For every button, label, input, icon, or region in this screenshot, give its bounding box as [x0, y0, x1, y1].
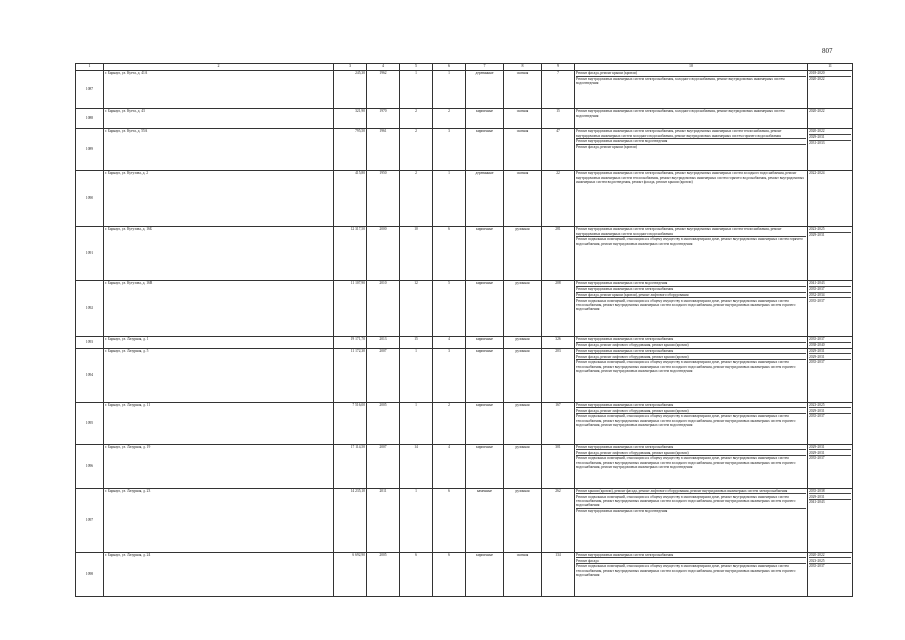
entrances-cell: 1: [433, 171, 466, 227]
residents-cell: 301: [542, 444, 575, 488]
area-cell: 6 692,90: [334, 552, 367, 596]
floors-cell: 12: [400, 281, 433, 337]
roof-type-cell: скатная: [504, 171, 542, 227]
table-row: [76, 171, 853, 227]
period-item: 2035-2037: [809, 360, 825, 365]
floors-cell: 14: [400, 444, 433, 488]
area-cell: 7 516,00: [334, 402, 367, 444]
work-item: Ремонт фасада, ремонт крыши (кровли): [576, 71, 806, 77]
works-cell: [575, 348, 808, 402]
wall-material-cell: кирпичные: [466, 109, 504, 129]
period-item: 2041-2043: [809, 500, 825, 505]
area-cell: 14 235,10: [334, 488, 367, 552]
wall-material-cell: кирпичные: [466, 552, 504, 596]
work-item: Ремонт подвальных помещений, относящихся к общему имуществу в многоквартирном доме, ремонт внутридомовых инженерных систем теплоснабжения, ремонт внутридомовых инженерных систем холодного водоснабжения, ремонт внутридомовых инженерных систем горячего водоснабжения, ремонт внутридомовых инженерных систем водоотведения: [576, 360, 796, 373]
periods-cell: [808, 348, 853, 402]
floors-cell: 2: [400, 109, 433, 129]
entrances-cell: 2: [433, 109, 466, 129]
roof-type-cell: рулонная: [504, 337, 542, 349]
year-cell: 1950: [367, 171, 400, 227]
roof-type-cell: скатная: [504, 109, 542, 129]
period-item: 2029-2031: [809, 408, 851, 414]
entrances-cell: 6: [433, 552, 466, 596]
residents-cell: 22: [542, 171, 575, 227]
wall-material-cell: деревянные: [466, 71, 504, 109]
address-cell: г. Барнаул, ул. Лазурная, д. 11: [104, 402, 334, 444]
floors-cell: 10: [400, 227, 433, 281]
residents-cell: 203: [542, 348, 575, 402]
work-item: Ремонт подвальных помещений, относящихся к общему имуществу в многоквартирном доме, ремонт внутридомовых инженерных систем теплоснабжения, ремонт внутридомовых инженерных систем холодного водоснабжения, ремонт внутридомовых инженерных систем горячего водоснабжения: [576, 298, 796, 312]
address-cell: г. Барнаул, ул. Куета, д. 55А: [104, 129, 334, 171]
table-row: [76, 348, 853, 402]
address-cell: г. Барнаул, ул. Кутузова, д. 16В: [104, 281, 334, 337]
works-cell: [575, 552, 808, 596]
column-number: 10: [575, 64, 808, 71]
entrances-cell: 4: [433, 337, 466, 349]
work-item: Ремонт подвальных помещений, относящихся к общему имуществу в многоквартирном доме, ремонт внутридомовых инженерных систем теплоснабжения, ремонт внутридомовых инженерных систем холодного водоснабжения, ремонт внутридомовых инженерных систем горячего водоснабжения: [576, 564, 796, 577]
column-number: 5: [400, 64, 433, 71]
periods-cell: [808, 171, 853, 227]
periods-cell: [808, 444, 853, 488]
residents-cell: 15: [542, 109, 575, 129]
year-cell: 2005: [367, 402, 400, 444]
work-item: Ремонт внутридомовых инженерных систем водоотведения: [576, 281, 806, 287]
roof-type-cell: скатная: [504, 71, 542, 109]
roof-type-cell: рулонная: [504, 348, 542, 402]
wall-material-cell: каменные: [466, 488, 504, 552]
column-number: 4: [367, 64, 400, 71]
work-item: Ремонт внутридомовых инженерных систем электроснабжения: [576, 337, 806, 343]
period-item: 2029-2031: [809, 349, 851, 355]
work-item: Ремонт подвальных помещений, относящихся к общему имуществу в многоквартирном доме, ремонт внутридомовых инженерных систем теплоснабжения, ремонт внутридомовых инженерных систем холодного водоснабжения, ремонт внутридомовых инженерных систем горячего водоснабжения: [576, 494, 806, 508]
period-item: 2029-2031: [809, 494, 851, 500]
year-cell: 2005: [367, 552, 400, 596]
column-number: 1: [76, 64, 104, 71]
wall-material-cell: кирпичные: [466, 129, 504, 171]
period-item: 2035-2038: [809, 489, 851, 495]
period-item: 2035-2037: [809, 298, 825, 303]
entrances-cell: 4: [433, 444, 466, 488]
period-item: 2035-2037: [809, 564, 825, 569]
floors-cell: 1: [400, 402, 433, 444]
column-number: 3: [334, 64, 367, 71]
entrances-cell: 2: [433, 402, 466, 444]
address-cell: г. Барнаул, ул. Куета, д. 41А: [104, 71, 334, 109]
period-item: 2023-2025: [809, 403, 851, 409]
period-item: 2020-2022: [809, 109, 825, 114]
wall-material-cell: кирпичные: [466, 348, 504, 402]
row-number: 1095: [76, 402, 104, 444]
work-item: Ремонт фасада, ремонт крыши (кровли): [576, 145, 637, 150]
area-cell: 321,90: [334, 109, 367, 129]
floors-cell: 15: [400, 337, 433, 349]
period-item: 2035-2037: [809, 337, 851, 343]
residents-cell: 134: [542, 552, 575, 596]
period-item: 2029-2031: [809, 233, 825, 238]
periods-cell: [808, 488, 853, 552]
period-item: 2041-2043: [809, 281, 851, 287]
column-number: 8: [504, 64, 542, 71]
address-cell: г. Барнаул, ул. Кутузова, д. 2: [104, 171, 334, 227]
roof-type-cell: рулонная: [504, 402, 542, 444]
table-row: [76, 71, 853, 109]
row-number: 1091: [76, 227, 104, 281]
period-item: 2029-2031: [809, 354, 851, 360]
year-cell: 2011: [367, 488, 400, 552]
periods-cell: [808, 227, 853, 281]
table-row: [76, 402, 853, 444]
period-item: 2035-2037: [809, 456, 825, 461]
table-row: [76, 337, 853, 349]
year-cell: 2007: [367, 444, 400, 488]
area-cell: 19 171,70: [334, 337, 367, 349]
row-number: 1089: [76, 129, 104, 171]
works-cell: [575, 444, 808, 488]
area-cell: 795,50: [334, 129, 367, 171]
table-row: [76, 281, 853, 337]
entrances-cell: 1: [433, 71, 466, 109]
row-number: 1093: [76, 337, 104, 349]
residents-cell: 47: [542, 129, 575, 171]
residents-cell: 262: [542, 488, 575, 552]
year-cell: 1962: [367, 71, 400, 109]
roof-type-cell: рулонная: [504, 488, 542, 552]
roof-type-cell: рулонная: [504, 444, 542, 488]
area-cell: 245,30: [334, 71, 367, 109]
row-number: 1090: [76, 171, 104, 227]
page-number: 807: [822, 47, 833, 55]
roof-type-cell: скатная: [504, 129, 542, 171]
period-item: 2029-2031: [809, 445, 851, 451]
column-number-row: [76, 64, 853, 71]
work-item: Ремонт фасада, ремонт лифтового оборудования, ремонт крыши (кровли): [576, 450, 806, 456]
floors-cell: 2: [400, 129, 433, 171]
periods-cell: [808, 402, 853, 444]
entrances-cell: 3: [433, 129, 466, 171]
table-row: [76, 109, 853, 129]
table-row: [76, 444, 853, 488]
works-cell: [575, 71, 808, 109]
address-cell: г. Барнаул, ул. Лазурная, д. 5: [104, 348, 334, 402]
period-item: 2023-2025: [809, 558, 851, 564]
wall-material-cell: кирпичные: [466, 444, 504, 488]
periods-cell: [808, 109, 853, 129]
period-item: 2020-2022: [809, 129, 851, 135]
works-cell: [575, 402, 808, 444]
work-item: Ремонт внутридомовых инженерных систем электроснабжения, холодного водоснабжения, ремонт внутридомовых инженерных систем водоотведения: [576, 77, 785, 86]
works-cell: [575, 488, 808, 552]
periods-cell: [808, 281, 853, 337]
entrances-cell: 3: [433, 348, 466, 402]
floors-cell: 1: [400, 488, 433, 552]
address-cell: г. Барнаул, ул. Кутузова, д. 16Б: [104, 227, 334, 281]
row-number: 1094: [76, 348, 104, 402]
row-number: 1097: [76, 488, 104, 552]
year-cell: 1970: [367, 109, 400, 129]
period-item: 2020-2022: [809, 553, 851, 559]
periods-cell: [808, 337, 853, 349]
work-item: Ремонт внутридомовых инженерных систем электроснабжения, холодного водоснабжения, ремонт внутридомовых инженерных систем водоотведения: [576, 109, 785, 118]
floors-cell: 1: [400, 71, 433, 109]
residents-cell: 281: [542, 227, 575, 281]
work-item: Ремонт внутридомовых инженерных систем электроснабжения, ремонт внутридомовых инженерных систем теплоснабжения, ремонт внутридомовых инженерных систем холодного водоснабжения: [576, 227, 806, 237]
housing-register-table: [75, 63, 853, 597]
row-number: 1098: [76, 552, 104, 596]
row-number: 1087: [76, 71, 104, 109]
residents-cell: 7: [542, 71, 575, 109]
work-item: Ремонт внутридомовых инженерных систем электроснабжения: [576, 403, 806, 409]
wall-material-cell: деревянные: [466, 171, 504, 227]
work-item: Ремонт внутридомовых инженерных систем электроснабжения: [576, 553, 806, 559]
area-cell: 415,80: [334, 171, 367, 227]
address-cell: г. Барнаул, ул. Лазурная, д. 1: [104, 337, 334, 349]
work-item: Ремонт внутридомовых инженерных систем электроснабжения: [576, 287, 806, 293]
work-item: Ремонт фасада, ремонт лифтового оборудования, ремонт крыши (кровли): [576, 408, 806, 414]
address-cell: г. Барнаул, ул. Лазурная, д. 19: [104, 444, 334, 488]
works-cell: [575, 109, 808, 129]
period-item: 2029-2031: [809, 135, 851, 141]
work-item: Ремонт фасада: [576, 558, 806, 564]
work-item: Ремонт подвальных помещений, относящихся к общему имуществу в многоквартирном доме, ремонт внутридомовых инженерных систем теплоснабжения, ремонт внутридомовых инженерных систем холодного водоснабжения, ремонт внутридомовых инженерных систем горячего водоснабжения, ремонт внутридомовых инженерных систем водоотведения: [576, 456, 796, 469]
table-row: [76, 129, 853, 171]
period-item: 2031-2033: [809, 140, 825, 145]
periods-cell: [808, 552, 853, 596]
address-cell: г. Барнаул, ул. Куета, д. 43: [104, 109, 334, 129]
area-cell: 11 107,90: [334, 281, 367, 337]
work-item: Ремонт внутридомовых инженерных систем водоотведения: [576, 508, 668, 513]
row-number: 1096: [76, 444, 104, 488]
periods-cell: [808, 129, 853, 171]
works-cell: [575, 337, 808, 349]
work-item: Ремонт подвальных помещений, относящихся к общему имуществу в многоквартирном доме, ремонт внутридомовых инженерных систем теплоснабжения, ремонт внутридомовых инженерных систем холодного водоснабжения, ремонт внутридомовых инженерных систем горячего водоснабжения, ремонт внутридомовых инженерных систем водоотведения: [576, 414, 796, 427]
period-item: 2018-2020: [809, 71, 851, 77]
floors-cell: 2: [400, 171, 433, 227]
entrances-cell: 6: [433, 227, 466, 281]
work-item: Ремонт фасада, ремонт крыши (кровли), ремонт лифтового оборудования: [576, 293, 806, 299]
area-cell: 11 172,30: [334, 348, 367, 402]
period-item: 2029-2031: [809, 450, 851, 456]
table-row: [76, 552, 853, 596]
works-cell: [575, 227, 808, 281]
column-number: 9: [542, 64, 575, 71]
floors-cell: 1: [400, 348, 433, 402]
column-number: 7: [466, 64, 504, 71]
address-cell: г. Барнаул, ул. Лазурная, д. 23: [104, 488, 334, 552]
work-item: Ремонт подвальных помещений, относящихся к общему имуществу в многоквартирном доме, ремонт внутридомовых инженерных систем горячего водоснабжения, ремонт внутридомовых инженерных систем водоотведения: [576, 237, 803, 246]
work-item: Ремонт внутридомовых инженерных систем электроснабжения: [576, 445, 806, 451]
work-item: Ремонт внутридомовых инженерных систем водоотведения: [576, 139, 806, 145]
residents-cell: 167: [542, 402, 575, 444]
year-cell: 2000: [367, 227, 400, 281]
period-item: 2020-2022: [809, 77, 825, 82]
work-item: Ремонт фасада, ремонт лифтового оборудования, ремонт крыши (кровли): [576, 354, 806, 360]
wall-material-cell: кирпичные: [466, 337, 504, 349]
table-row: [76, 227, 853, 281]
work-item: Ремонт фасада, ремонт лифтового оборудования, ремонт крыши (кровли): [576, 343, 689, 348]
works-cell: [575, 171, 808, 227]
row-number: 1088: [76, 109, 104, 129]
period-item: 2023-2025: [809, 227, 851, 233]
entrances-cell: 5: [433, 281, 466, 337]
address-cell: г. Барнаул, ул. Лазурная, д. 24: [104, 552, 334, 596]
roof-type-cell: рулонная: [504, 227, 542, 281]
year-cell: 1961: [367, 129, 400, 171]
residents-cell: 326: [542, 337, 575, 349]
column-number: 11: [808, 64, 853, 71]
column-number: 6: [433, 64, 466, 71]
works-cell: [575, 129, 808, 171]
roof-type-cell: рулонная: [504, 281, 542, 337]
year-cell: 2010: [367, 281, 400, 337]
row-number: 1092: [76, 281, 104, 337]
period-item: 2035-2037: [809, 414, 825, 419]
entrances-cell: 6: [433, 488, 466, 552]
period-item: 2032-2034: [809, 293, 851, 299]
floors-cell: 6: [400, 552, 433, 596]
periods-cell: [808, 71, 853, 109]
work-item: Ремонт внутридомовых инженерных систем электроснабжения, ремонт внутридомовых инженерных систем холодного водоснабжения, ремонт внутридомовых инженерных систем теплоснабжения, ремонт внутридомовых инженерных систем горячего водоснабжения, ремонт внутридомовых инженерных систем водоотведения, ремонт фасада, ремонт крыши (кровли): [576, 171, 805, 184]
period-item: 2035-2037: [809, 287, 851, 293]
column-number: 2: [104, 64, 334, 71]
work-item: Ремонт внутридомовых инженерных систем электроснабжения: [576, 349, 806, 355]
table-body: [76, 71, 853, 597]
wall-material-cell: кирпичные: [466, 402, 504, 444]
year-cell: 2013: [367, 337, 400, 349]
wall-material-cell: кирпичные: [466, 281, 504, 337]
residents-cell: 208: [542, 281, 575, 337]
period-item: 2038-2040: [809, 343, 825, 348]
year-cell: 2007: [367, 348, 400, 402]
work-item: Ремонт крыши (кровли), ремонт фасада, ремонт лифтового оборудования, ремонт внутридомовых инженерных систем электроснабжения: [576, 489, 806, 495]
wall-material-cell: кирпичные: [466, 227, 504, 281]
works-cell: [575, 281, 808, 337]
period-item: 2022-2024: [809, 171, 825, 176]
roof-type-cell: скатная: [504, 552, 542, 596]
table-row: [76, 488, 853, 552]
area-cell: 12 317,50: [334, 227, 367, 281]
work-item: Ремонт внутридомовых инженерных систем электроснабжения, ремонт внутридомовых инженерных систем теплоснабжения, ремонт внутридомовых инженерных систем холодного водоснабжения, ремонт внутридомовых инженерных систем горячего водоснабжения: [576, 129, 806, 139]
area-cell: 17 114,50: [334, 444, 367, 488]
